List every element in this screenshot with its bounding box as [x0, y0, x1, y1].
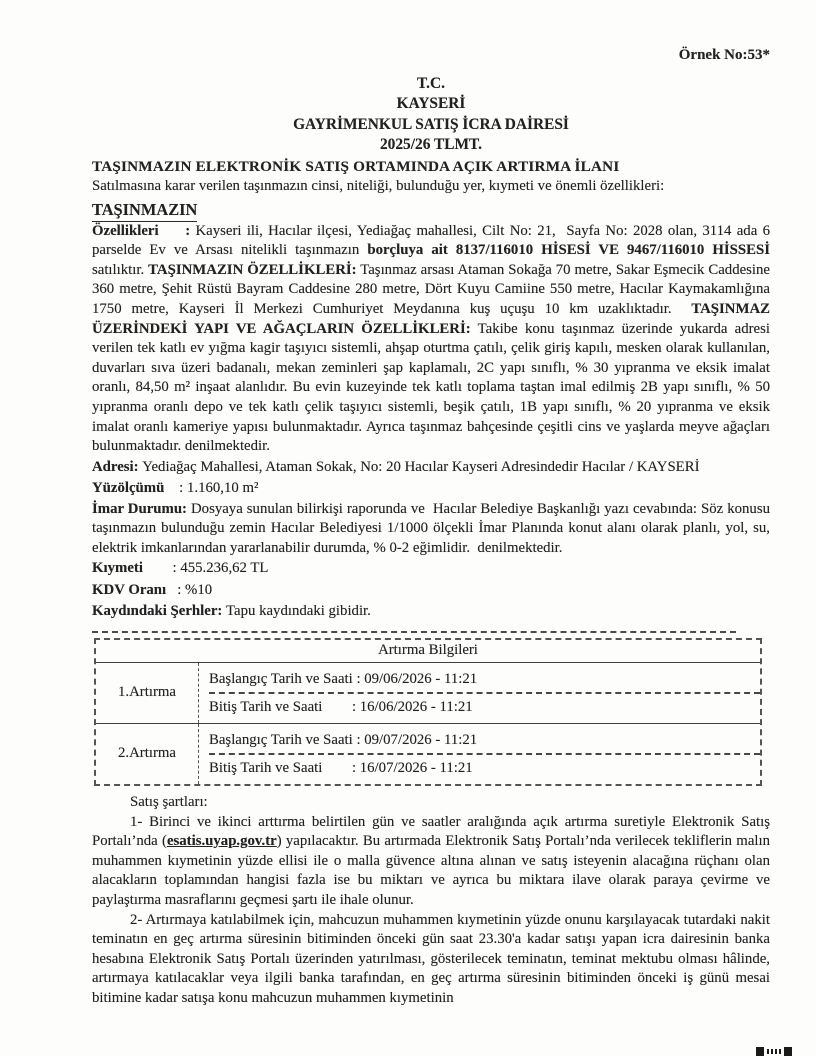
auction-2-start-datetime: Başlangıç Tarih ve Saati : 09/07/2026 - 11:21 [209, 731, 478, 748]
cell-dashed-divider [209, 692, 760, 694]
table-row-first-auction [96, 663, 760, 724]
surface-area-line: Yüzölçümü : 1.160,10 m² [92, 480, 259, 497]
page-title: TAŞINMAZIN ELEKTRONİK SATIŞ ORTAMINDA AÇIK ARTIRMA İLANI [92, 157, 620, 175]
sale-term-2-paragraph: 2- Artırmaya katılabilmek için, mahcuzun muhammen kıymetinin yüzde onunu karşılayacak tutardaki nakit teminatın en geç artırma süresinin bitiminden önceki gün saat 23.30'a kadar satışı yapan icra dairesinin banka hesabına Elektronik Satış Portalı üzerinden yatırılması, gösterilecek teminatın, teminat mektubu olması hâlinde, artırmaya katılacaklar veya ilgili banka tarafından, en geç artırma süresinin bitiminden önceki iş günü mesai bitimine kadar satışa konu mahcuzun muhammen kıymetinin [92, 911, 770, 1006]
auction-table-title: Artırma Bilgileri [96, 640, 760, 663]
cell-dashed-divider [209, 753, 760, 755]
intro-text: Satılmasına karar verilen taşınmazın cinsi, niteliği, bulunduğu yer, kıymeti ve önemli özellikleri: [92, 177, 665, 194]
property-features-paragraph: Özellikleri : Kayseri ili, Hacılar ilçesi, Yediağaç mahallesi, Cilt No: 21, Sayfa No: 2028 olan, 3114 ada 6 parselde Ev ve Arsası nitelikli taşınmazın borçluya ait 8137/116010 HİSESİ VE 9467/116010 HİSSESİ satılıktır. TAŞINMAZIN ÖZELLİKLERİ: Taşınmaz arsası Ataman Sokağa 70 metre, Sakar Eşmecik Caddesine 360 metre, Şehit Rüstü Bayram Caddesine 280 metre, Dört Kuyu Camiine 550 metre, Hacılar Kaymakamlığına 1750 metre, Kayseri İl Merkezi Cumhuriyet Meydanına kuş uçuşu 10 km uzaklıktadır. TAŞINMAZ ÜZERİNDEKİ YAPI VE AĞAÇLARIN ÖZELLİKLERİ: Takibe konu taşınmaz üzerinde yukarda adresi verilen tek katlı ev yığma kagir taşıyıcı sistemli, ahşap oturtma çatılı, çelik giriş kapılı, mesken olarak kullanılan, duvarları sıva üzeri badanalı, mekan zeminleri şap kaplamalı, 2C yapı sınıflı, % 30 yıpranma ve eksik imalat oranlı, 84,50 m² inşaat alanlıdır. Bu evin kuzeyinde tek katlı toplama taştan imal edilmiş 2B yapı sınıflı, % 50 yıpranma oranlı depo ve tek katlı çelik taşıyıcı sistemli, beşik çatılı, 1B yapı sınıflı, % 20 yıpranma ve eksik imalat oranlı kameriye yapısı bulunmaktadır. Ayrıca taşınmaz bahçesinde çeşitli cins ve yaşlarda meyve ağaçları bulunmaktadır. denilmektedir. [92, 222, 770, 455]
header-line-office: GAYRİMENKUL SATIŞ İCRA DAİRESİ [293, 115, 569, 133]
auction-info-table [94, 638, 762, 786]
address-line: Adresi: Yediağaç Mahallesi, Ataman Sokak, No: 20 Hacılar Kayseri Adresindedir Hacılar / KAYSERİ [92, 458, 700, 475]
vat-rate-line: KDV Oranı : %10 [92, 581, 213, 598]
section-heading-tasinmazin: TAŞINMAZIN [92, 199, 197, 222]
auction-2-label: 2.Artırma [96, 724, 199, 784]
auction-1-label: 1.Artırma [96, 663, 199, 723]
header-line-city: KAYSERİ [396, 95, 466, 113]
sale-terms-heading: Satış şartları: [130, 793, 208, 810]
header-line-file-no: 2025/26 TLMT. [379, 136, 483, 154]
auction-1-start-datetime: Başlangıç Tarih ve Saati : 09/06/2026 - 11:21 [209, 670, 478, 687]
zoning-status-paragraph: İmar Durumu: Dosyaya sunulan bilirkişi raporunda ve Hacılar Belediye Başkanlığı yazı cevabında: Söz konusu taşınmazın bulunduğu zemin Hacılar Belediyesi 1/1000 ölçekli İmar Planında konut alanı olarak planlı, yol, su, elektrik imkanlarından yararlanabilir durumda, % 0-2 eğimlidir. denilmektedir. [92, 500, 770, 556]
ornek-no: Örnek No:53* [678, 47, 770, 63]
qr-code-fragment [756, 1047, 792, 1056]
dashed-separator [92, 631, 736, 633]
auction-1-end-datetime: Bitiş Tarih ve Saati : 16/06/2026 - 11:21 [209, 698, 473, 715]
auction-2-end-datetime: Bitiş Tarih ve Saati : 16/07/2026 - 11:21 [209, 759, 473, 776]
auction-2-dates-cell [199, 724, 760, 784]
appraised-value-line: Kıymeti : 455.236,62 TL [92, 560, 269, 577]
header-line-tc: T.C. [417, 74, 445, 92]
sale-term-1-paragraph: 1- Birinci ve ikinci arttırma belirtilen gün ve saatler aralığında açık artırma suretiyle Elektronik Satış Portalı’nda (esatis.uyap.gov.tr) yapılacaktır. Bu artırmada Elektronik Satış Portalı’nda verilecek tekliflerin malın muhammen kıymetinin yüzde ellisi ile o malla güvence altına alınan ve satış isteyenin alacağına rüçhanı olan alacakların toplamından hangisi fazla ise bu miktarı ve ayrıca bu miktara ilave olarak paraya çevirme ve paylaştırma masraflarını geçmesi şartı ile ihale olunur. [92, 813, 771, 908]
header-block [92, 74, 770, 156]
registry-annotations-line: Kaydındaki Şerhler: Tapu kaydındaki gibidir. [92, 603, 371, 620]
auction-1-dates-cell [199, 663, 760, 723]
table-row-second-auction [96, 724, 760, 784]
